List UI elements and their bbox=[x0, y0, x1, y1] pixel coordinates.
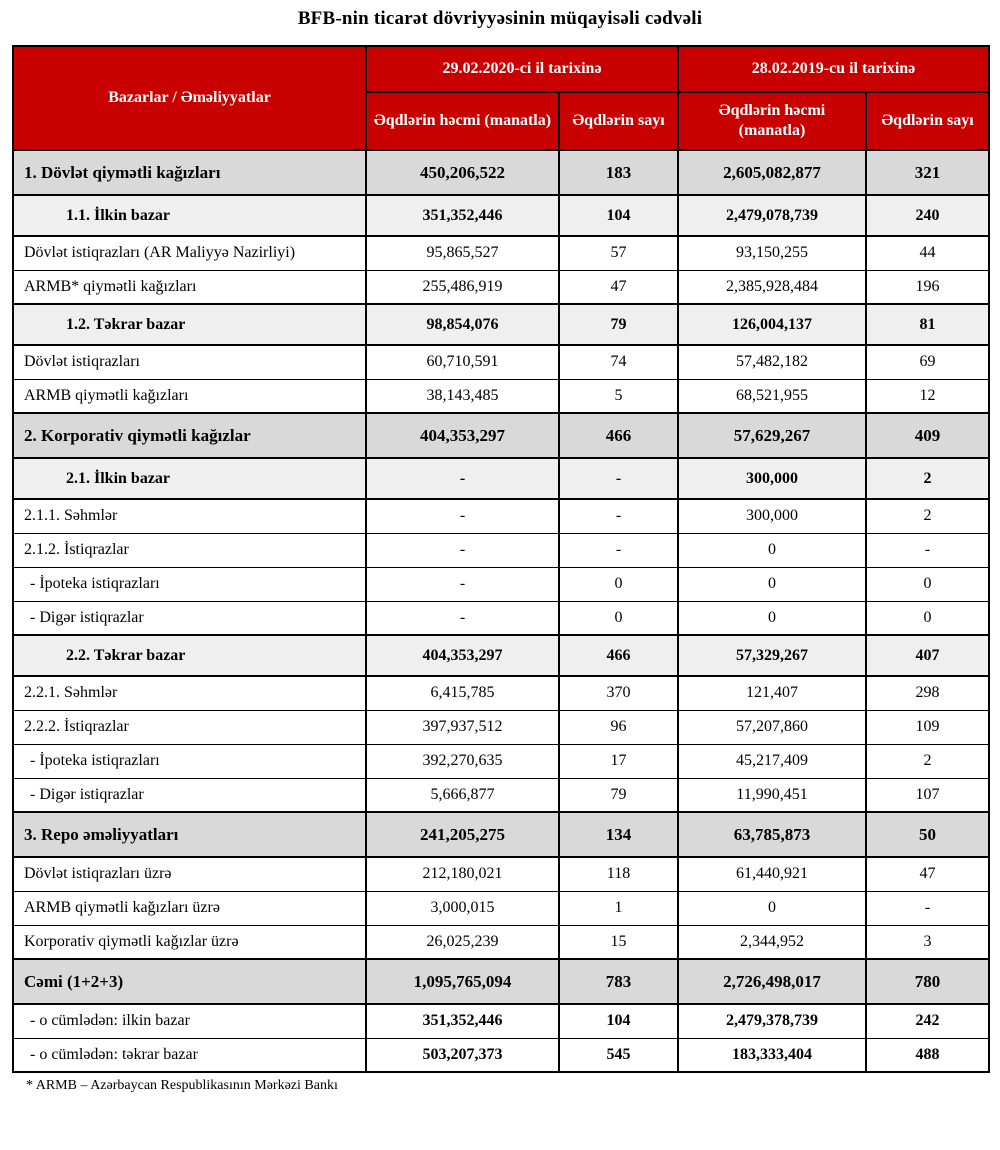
row-label: ARMB qiymətli kağızları bbox=[13, 379, 366, 413]
cell-value: 0 bbox=[866, 567, 989, 601]
table-row bbox=[13, 304, 989, 345]
row-label: 1.2. Təkrar bazar bbox=[13, 304, 366, 345]
cell-value: 60,710,591 bbox=[366, 345, 559, 379]
cell-value: 69 bbox=[866, 345, 989, 379]
trade-turnover-comparison-table bbox=[12, 45, 990, 1073]
cell-value: 68,521,955 bbox=[678, 379, 866, 413]
cell-value: 17 bbox=[559, 744, 678, 778]
cell-value: 241,205,275 bbox=[366, 812, 559, 857]
row-label: - o cümlədən: ilkin bazar bbox=[13, 1004, 366, 1038]
row-label: Korporativ qiymətli kağızlar üzrə bbox=[13, 925, 366, 959]
cell-value: 63,785,873 bbox=[678, 812, 866, 857]
column-header-count-2020: Əqdlərin sayı bbox=[559, 92, 678, 150]
cell-value: 404,353,297 bbox=[366, 413, 559, 458]
cell-value: - bbox=[559, 499, 678, 533]
row-label: Dövlət istiqrazları bbox=[13, 345, 366, 379]
column-header-count-2019: Əqdlərin sayı bbox=[866, 92, 989, 150]
cell-value: 0 bbox=[678, 601, 866, 635]
row-label: - o cümlədən: təkrar bazar bbox=[13, 1038, 366, 1072]
cell-value: 409 bbox=[866, 413, 989, 458]
cell-value: 121,407 bbox=[678, 676, 866, 710]
row-label: 2.1.2. İstiqrazlar bbox=[13, 533, 366, 567]
cell-value: 126,004,137 bbox=[678, 304, 866, 345]
cell-value: 11,990,451 bbox=[678, 778, 866, 812]
cell-value: 321 bbox=[866, 150, 989, 195]
table-row bbox=[13, 744, 989, 778]
cell-value: 81 bbox=[866, 304, 989, 345]
cell-value: 407 bbox=[866, 635, 989, 676]
cell-value: 351,352,446 bbox=[366, 195, 559, 236]
cell-value: 96 bbox=[559, 710, 678, 744]
cell-value: 107 bbox=[866, 778, 989, 812]
cell-value: 57 bbox=[559, 236, 678, 270]
cell-value: 466 bbox=[559, 413, 678, 458]
cell-value: 242 bbox=[866, 1004, 989, 1038]
column-header-volume-2020: Əqdlərin həcmi (manatla) bbox=[366, 92, 559, 150]
cell-value: 79 bbox=[559, 304, 678, 345]
cell-value: - bbox=[366, 601, 559, 635]
cell-value: 0 bbox=[678, 533, 866, 567]
cell-value: 57,329,267 bbox=[678, 635, 866, 676]
column-header-date-2019: 28.02.2019-cu il tarixinə bbox=[678, 46, 989, 92]
row-label: - Digər istiqrazlar bbox=[13, 601, 366, 635]
cell-value: 104 bbox=[559, 195, 678, 236]
cell-value: 12 bbox=[866, 379, 989, 413]
cell-value: - bbox=[366, 533, 559, 567]
cell-value: 109 bbox=[866, 710, 989, 744]
cell-value: 780 bbox=[866, 959, 989, 1004]
cell-value: 45,217,409 bbox=[678, 744, 866, 778]
row-label: 2.2. Təkrar bazar bbox=[13, 635, 366, 676]
cell-value: 0 bbox=[678, 567, 866, 601]
cell-value: 93,150,255 bbox=[678, 236, 866, 270]
cell-value: 2 bbox=[866, 458, 989, 499]
table-header bbox=[13, 46, 989, 150]
cell-value: 1 bbox=[559, 891, 678, 925]
table-row bbox=[13, 413, 989, 458]
row-label: 2.1. İlkin bazar bbox=[13, 458, 366, 499]
cell-value: 1,095,765,094 bbox=[366, 959, 559, 1004]
table-row bbox=[13, 195, 989, 236]
cell-value: 0 bbox=[678, 891, 866, 925]
cell-value: 2,344,952 bbox=[678, 925, 866, 959]
cell-value: - bbox=[559, 458, 678, 499]
table-row bbox=[13, 710, 989, 744]
table-row bbox=[13, 601, 989, 635]
cell-value: 134 bbox=[559, 812, 678, 857]
header-row-periods bbox=[13, 46, 989, 92]
cell-value: 404,353,297 bbox=[366, 635, 559, 676]
cell-value: 98,854,076 bbox=[366, 304, 559, 345]
cell-value: - bbox=[366, 567, 559, 601]
row-label: - İpoteka istiqrazları bbox=[13, 567, 366, 601]
cell-value: 3,000,015 bbox=[366, 891, 559, 925]
row-label: 2.1.1. Səhmlər bbox=[13, 499, 366, 533]
cell-value: 0 bbox=[559, 601, 678, 635]
cell-value: 118 bbox=[559, 857, 678, 891]
table-body bbox=[13, 150, 989, 1072]
cell-value: 2,726,498,017 bbox=[678, 959, 866, 1004]
table-row bbox=[13, 1038, 989, 1072]
cell-value: 50 bbox=[866, 812, 989, 857]
cell-value: 61,440,921 bbox=[678, 857, 866, 891]
column-header-date-2020: 29.02.2020-ci il tarixinə bbox=[366, 46, 678, 92]
cell-value: - bbox=[366, 499, 559, 533]
cell-value: 104 bbox=[559, 1004, 678, 1038]
table-row bbox=[13, 150, 989, 195]
table-row bbox=[13, 857, 989, 891]
row-label: - İpoteka istiqrazları bbox=[13, 744, 366, 778]
row-label: ARMB qiymətli kağızları üzrə bbox=[13, 891, 366, 925]
cell-value: 38,143,485 bbox=[366, 379, 559, 413]
cell-value: 300,000 bbox=[678, 458, 866, 499]
table-row bbox=[13, 676, 989, 710]
row-label: 2.2.1. Səhmlər bbox=[13, 676, 366, 710]
cell-value: 351,352,446 bbox=[366, 1004, 559, 1038]
row-label: 2.2.2. İstiqrazlar bbox=[13, 710, 366, 744]
cell-value: 74 bbox=[559, 345, 678, 379]
cell-value: 298 bbox=[866, 676, 989, 710]
table-row bbox=[13, 345, 989, 379]
table-row bbox=[13, 812, 989, 857]
cell-value: 255,486,919 bbox=[366, 270, 559, 304]
cell-value: 3 bbox=[866, 925, 989, 959]
cell-value: 196 bbox=[866, 270, 989, 304]
table-row bbox=[13, 1004, 989, 1038]
cell-value: 6,415,785 bbox=[366, 676, 559, 710]
table-row bbox=[13, 925, 989, 959]
cell-value: 488 bbox=[866, 1038, 989, 1072]
table-row bbox=[13, 635, 989, 676]
cell-value: 783 bbox=[559, 959, 678, 1004]
cell-value: - bbox=[866, 533, 989, 567]
cell-value: - bbox=[366, 458, 559, 499]
cell-value: 545 bbox=[559, 1038, 678, 1072]
table-row bbox=[13, 567, 989, 601]
cell-value: 466 bbox=[559, 635, 678, 676]
table-row bbox=[13, 778, 989, 812]
row-label: 1. Dövlət qiymətli kağızları bbox=[13, 150, 366, 195]
table-row bbox=[13, 236, 989, 270]
cell-value: 95,865,527 bbox=[366, 236, 559, 270]
row-label: Dövlət istiqrazları üzrə bbox=[13, 857, 366, 891]
page-title: BFB-nin ticarət dövriyyəsinin müqayisəli cədvəli bbox=[297, 8, 703, 29]
cell-value: 47 bbox=[866, 857, 989, 891]
cell-value: 47 bbox=[559, 270, 678, 304]
cell-value: 370 bbox=[559, 676, 678, 710]
column-header-volume-2019: Əqdlərin həcmi (manatla) bbox=[678, 92, 866, 150]
table-row bbox=[13, 379, 989, 413]
table-row bbox=[13, 891, 989, 925]
cell-value: 183 bbox=[559, 150, 678, 195]
cell-value: 503,207,373 bbox=[366, 1038, 559, 1072]
cell-value: 300,000 bbox=[678, 499, 866, 533]
row-label: 3. Repo əməliyyatları bbox=[13, 812, 366, 857]
cell-value: 57,207,860 bbox=[678, 710, 866, 744]
cell-value: 0 bbox=[559, 567, 678, 601]
row-label: - Digər istiqrazlar bbox=[13, 778, 366, 812]
cell-value: 57,482,182 bbox=[678, 345, 866, 379]
cell-value: - bbox=[866, 891, 989, 925]
cell-value: 2,479,078,739 bbox=[678, 195, 866, 236]
table-row bbox=[13, 533, 989, 567]
cell-value: 57,629,267 bbox=[678, 413, 866, 458]
cell-value: 2,479,378,739 bbox=[678, 1004, 866, 1038]
cell-value: 15 bbox=[559, 925, 678, 959]
cell-value: 397,937,512 bbox=[366, 710, 559, 744]
row-label: 1.1. İlkin bazar bbox=[13, 195, 366, 236]
cell-value: 2 bbox=[866, 744, 989, 778]
row-label: Dövlət istiqrazları (AR Maliyyə Nazirliyi) bbox=[13, 236, 366, 270]
cell-value: 2,385,928,484 bbox=[678, 270, 866, 304]
cell-value: 5 bbox=[559, 379, 678, 413]
footnote: * ARMB – Azərbaycan Respublikasının Mərkəzi Bankı bbox=[26, 1078, 338, 1093]
row-label: ARMB* qiymətli kağızları bbox=[13, 270, 366, 304]
cell-value: 79 bbox=[559, 778, 678, 812]
column-header-markets-operations: Bazarlar / Əməliyyatlar bbox=[13, 46, 366, 150]
cell-value: 240 bbox=[866, 195, 989, 236]
cell-value: - bbox=[559, 533, 678, 567]
cell-value: 0 bbox=[866, 601, 989, 635]
table-row bbox=[13, 270, 989, 304]
cell-value: 2 bbox=[866, 499, 989, 533]
cell-value: 2,605,082,877 bbox=[678, 150, 866, 195]
cell-value: 26,025,239 bbox=[366, 925, 559, 959]
cell-value: 44 bbox=[866, 236, 989, 270]
cell-value: 212,180,021 bbox=[366, 857, 559, 891]
row-label: Cəmi (1+2+3) bbox=[13, 959, 366, 1004]
table-row bbox=[13, 458, 989, 499]
table-row bbox=[13, 499, 989, 533]
cell-value: 450,206,522 bbox=[366, 150, 559, 195]
cell-value: 392,270,635 bbox=[366, 744, 559, 778]
cell-value: 5,666,877 bbox=[366, 778, 559, 812]
cell-value: 183,333,404 bbox=[678, 1038, 866, 1072]
row-label: 2. Korporativ qiymətli kağızlar bbox=[13, 413, 366, 458]
table-row bbox=[13, 959, 989, 1004]
